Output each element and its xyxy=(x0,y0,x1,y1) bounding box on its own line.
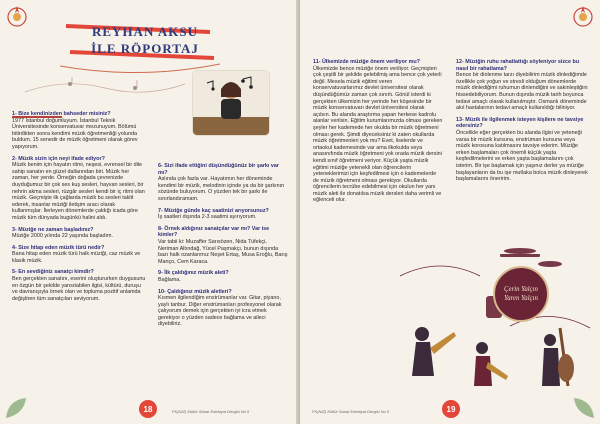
right-column-1 xyxy=(313,54,443,204)
question-13: 13- Müzik ile ilgilenmek isteyen kişilere ne tavsiye edersiniz? xyxy=(456,116,584,130)
answer-8: Var tabii ki: Muzaffer Sarısözen, Nida Tüfekçi, Neriman Altındağ, Yücel Paşmakçı, bunun dışında bazı halk ozanlarımız Neşet Ertaş, Musa Eroğlu, Barış Manço, Cem Karaca. xyxy=(158,238,288,265)
answer-12: Bence bir dinlenme tarzı diyebilirim müzik dinlediğimde özellikle çok yoğun ve stresli olduğum dönemlerde müzik dinlediğimi ruhumun dinlendiğini ve sakinleştiğini hissedebiliyorum. Bunun dışında müzik tarih boyunca tedavi amaçlı olarak kullanılmıştır. Osmanlı döneminde akıl hastalarının tedavi amaçlı kullanıldığı biliniyor. xyxy=(456,72,588,112)
page-number-left: 18 xyxy=(139,400,157,418)
interview-title xyxy=(85,14,205,72)
author-name-1: Çerin Yalçın xyxy=(504,286,538,293)
leaf-ornament-icon xyxy=(570,394,596,420)
title-line-2: İLE RÖPORTAJ xyxy=(91,41,199,56)
music-notes-decoration xyxy=(25,76,185,96)
floral-ornament-icon xyxy=(570,4,596,30)
question-2: 2- Müzik sizin için neyi ifade ediyor? xyxy=(12,155,105,162)
interviewee-photo xyxy=(193,71,269,135)
question-5: 5- En sevdiğiniz sanatçı kimdir? xyxy=(12,269,94,276)
answer-5: Ben gerçekten sanatını, eserini oluştururken duygusunu en özgün bir şekilde yansıtabilen ilgisi, kültürü, duruşu ve davranışıyla örnek olan ve topluma pozitif anlamda değiştiren tüm sanatçıları seviyorum. xyxy=(12,276,146,302)
left-column-1 xyxy=(12,106,146,302)
answer-13: Öncelikle eğer gerçekten bu alanda ilgisi ve yeteneği varsa bir müzik kursuna, enstrüman kursuna veya müzik korosuna katılmasını tavsiye ederim. Müziğe erken başlamaları çok önemli küçük yaşta keşfedilmelerini ve erken yaşta başlamalarını çok isterim. Bir işe başlamak için yaşınız derler ya müziğe başlayanların da bu işe mutlaka bolca müzik dinleyerek başlamalarını öneririm. xyxy=(456,129,588,183)
question-10: 10- Çaldığınız müzik aletleri? xyxy=(158,288,232,295)
author-name-2: Yaren Yalçın xyxy=(504,295,538,302)
footer-left: FK(NIZ) Kültür Sanat Edebiyat Dergisi No 5 xyxy=(172,409,250,414)
answer-9: Bağlama. xyxy=(158,276,181,283)
author-badge xyxy=(493,266,549,322)
question-12: 12- Müziğin ruhu rahatlattığı söyleniyor sizce bu nasıl bir rahatlama? xyxy=(456,59,580,72)
jazz-band-illustration-icon xyxy=(390,236,600,406)
answer-1: 1977 İstanbul doğumluyum. İstanbul Teknik Üniversitesinde konservatuvar mezunuyum. Bölümü bitirdikten sonra kendimi müzik öğretmenliği yolunda buldum. 15 senedir de müzik öğretmeni olarak görev yapıyorum. xyxy=(12,117,138,150)
leaf-ornament-icon xyxy=(4,394,30,420)
question-8: 8- Örnek aldığınız sanatçılar var mı? Var ise kimler? xyxy=(158,225,270,239)
answer-7: İş saatleri dışında 2-3 saatimi ayırıyorum. xyxy=(158,214,257,221)
question-6: 6- Sizi ifade ettiğini düşündüğünüz bir şarkı var mı? xyxy=(158,163,280,176)
answer-11: Ülkemizde bence müziğe önem veriliyor. Geçmişten çok çeşitli bir şekilde gelebilmiş ama bence çok yeterli değil. Mesela müzik eğitimi veren konservatuvarlarımız devlet üniversitesi olarak düşündüğümüz zaman çok sınırlı. Gönül isterdi ki gerçekten ülkemizin her yerinde her köşesinde bir müzik konservatuvarı devlet üniversitesi olarak açılsın. Bu alanda araştırma yapan herkese kadrolu alanlar verilsin. Eğitim kurumlarımızda olması gereken şeyler her kademede her okulda bir müzik öğretmeni olması gerek. Şimdi diyeceksiniz ki zaten okullarda müzik öğretmenleri yok mu? Evet, liselerde ve ortaokul kademesinde var ama ilkokulda veya anasınıfında müzik öğretmeni yok orada müzik dersini kendi sınıf öğretmeni veriyor. Küçük yaşta müzik eğitimi müziğe yetenekli olan öğrencilerin yeteneklerimizi için keşfedilmesi için o kademelerde de müzik öğretmeni olması gerekiyor. Okullarda öğrencilerin tecrübe edebilmesi için okulun her yanı müzik aleti ile donatılsa müzik dersleri daha verimli ve eğlenceli olur. xyxy=(313,65,443,204)
answer-10: Kısmen ilgilendiğim enstrümanlar var. Gitar, piyano, yaylı tanbur. Diğer enstrümanları profesyonel olarak çalıyorum demek için gerçekten iyi icra etmek gerekiyor o yüzden sadece bağlama ve aileci diyebiliriz. xyxy=(158,295,282,328)
page-number-right: 19 xyxy=(442,400,460,418)
floral-ornament-icon xyxy=(4,4,30,30)
left-column-2 xyxy=(158,158,288,328)
question-3: 3- Müziğe ne zaman başladınız? xyxy=(12,226,94,233)
right-column-2 xyxy=(456,54,588,183)
question-7: 7- Müziğe günde kaç saatinizi arıyorsunuz? xyxy=(158,207,269,214)
question-9: 9- İlk çaldığınız müzik aleti? xyxy=(158,270,229,277)
answer-2: Müzik benim için hayatın ritmi, neşesi, evrensel bir dile sahip sanatın en güzel dallarından biri. Müzik her zaman, her yerde. Örneğin doğada çevrenizde duyduğumuz bir çok ses kuş sesleri, hayvan sesleri, bir nehrin akma sesleri, rüzgâr sesleri kendi bir iç ritmi olan müzik. Geçmişte ilk çağlarda müzik bu sesleri taklit ederek, insanlar müziği iletişim aracı olarak kullanmışlar. İlerleyen dönemlerde çaldığı icada göre müzik tüm dünyada bugünkü halini aldı. xyxy=(12,162,145,221)
title-line-1: REYHAN AKSU xyxy=(92,24,198,39)
question-11: 11- Ülkemizde müziğe önem veriliyor mu? xyxy=(313,59,420,65)
question-1: 1- Bize kendinizden bahseder misiniz? xyxy=(12,111,111,117)
answer-6: Aslında çok fazla var. Hayatımın her döneminde kendimi bir müzik, melodinin içinde ya da bir şarkının sözünde buluyorum. O yüzden tek bir şarkı ile sınırlandıramam. xyxy=(158,176,285,202)
answer-4: Bana hitap eden müzik türü halk müziği, caz müzik ve klasik müzik. xyxy=(12,251,141,264)
question-4: 4- Size hitap eden müzik türü nedir? xyxy=(12,244,105,251)
answer-3: Müziğe 2000 yılında 22 yaşında başladım. xyxy=(12,233,113,240)
footer-right: FK(NIZ) Kültür Sanat Edebiyat Dergisi No 5 xyxy=(312,409,390,414)
right-page xyxy=(300,0,600,424)
